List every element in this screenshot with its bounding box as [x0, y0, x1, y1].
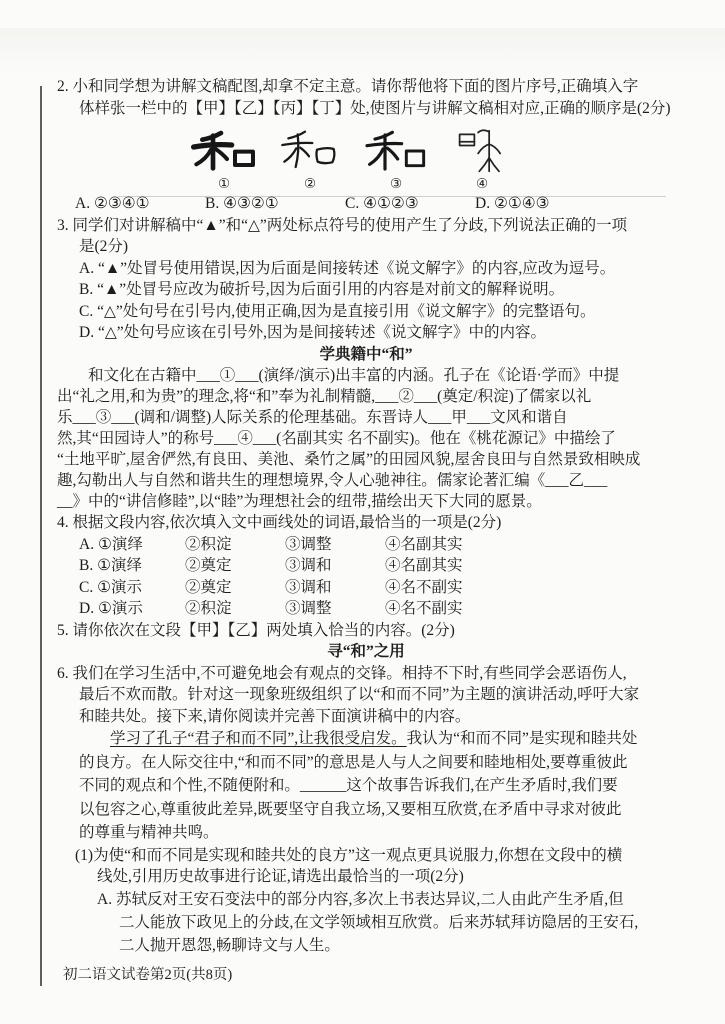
- calligraphy-regular-he: [357, 127, 435, 193]
- question-4: [57, 512, 675, 620]
- draft-line-2: 的良方。在人际交往中,“和而不同”的意思是人与人之间要和睦地相处,要尊重彼此: [79, 753, 628, 771]
- draft-line-3: 不同的观点和个性,不随便附和。______这个故事告诉我们,在产生矛盾时,我们要: [79, 777, 618, 794]
- q6-1-option-a-line-1: A. 苏轼反对王安石变法中的部分内容,多次上书表达异议,二人由此产生矛盾,但: [97, 890, 624, 908]
- question-6-line-1: 6. 我们在学习生活中,不可避免地会有观点的交锋。相持不下时,有些同学会恶语伤人,: [57, 664, 627, 682]
- page-content: [57, 76, 675, 985]
- seal-script-he-icon: [451, 127, 513, 175]
- question-6-line-3: 和睦共处。接下来,请你阅读并完善下面演讲稿中的内容。: [79, 707, 471, 725]
- q2-option-b: B. ④③②①: [205, 195, 279, 212]
- clerical-script-he-icon: [191, 127, 258, 175]
- question-6: [57, 663, 675, 957]
- q4-option-c: C. ①演示 ②奠定 ③调和 ④名不副实: [79, 578, 463, 596]
- draft-line-5: 的尊重与精神共鸣。: [79, 824, 219, 841]
- q6-1-option-a: [57, 888, 675, 957]
- q6-1-line-2: 线处,引用历史故事进行论证,请选出最恰当的一项(2分): [97, 868, 464, 885]
- question-3-line-1: 3. 同学们对讲解稿中“▲”和“△”两处标点符号的使用产生了分歧,下列说法正确的一项: [57, 216, 628, 234]
- calligraphy-clerical-he: [185, 127, 263, 193]
- draft-line-1-rest: 我认为“和而不同”是实现和睦共处: [406, 730, 638, 747]
- glyph-number-2: ②: [303, 176, 317, 192]
- running-script-he-icon: [277, 127, 344, 175]
- q2-option-c: C. ④①②③: [345, 195, 419, 212]
- scan-shading: [0, 28, 725, 76]
- calligraphy-samples: [185, 127, 675, 193]
- question-3: [57, 215, 675, 344]
- q2-option-a: A. ②③④①: [75, 195, 150, 212]
- q3-option-c: C. “△”处句号在引号内,使用正确,因为是直接引用《说文解字》的完整语句。: [79, 302, 596, 320]
- q3-option-a: A. “▲”处冒号使用错误,因为后面是间接转述《说文解字》的内容,应改为逗号。: [79, 259, 616, 277]
- passage-line-5: “土地平旷,屋舍俨然,有良田、美池、桑竹之属”的田园风貌,屋舍良田与自然景致相映成: [57, 451, 641, 468]
- glyph-number-4: ④: [475, 176, 489, 192]
- question-2-options: [75, 193, 675, 215]
- draft-line-4: 以包容之心,尊重彼此差异,既要坚守自我立场,又要相互欣赏,在矛盾中寻求对彼此: [79, 800, 622, 818]
- q6-1-line-1: (1)为使“和而不同是实现和睦共处的良方”这一观点更具说服力,你想在文段中的横: [75, 846, 623, 864]
- question-5: 5. 请你依次在文段【甲】【乙】两处填入恰当的内容。(2分): [57, 621, 455, 639]
- calligraphy-running-he: [271, 127, 349, 193]
- passage-line-3: 乐___③___(调和/调整)人际关系的伦理基础。东晋诗人___甲___文风和谐自: [57, 409, 568, 426]
- regular-script-he-icon: [363, 127, 430, 175]
- glyph-number-1: ①: [217, 176, 231, 192]
- q2-option-d: D. ②①④③: [475, 195, 550, 212]
- section-title-xunheyong: 寻“和”之用: [327, 643, 405, 660]
- speech-draft: [79, 727, 675, 845]
- q4-option-a: A. ①演绎 ②积淀 ③调整 ④名副其实: [79, 535, 463, 553]
- passage-line-2: 出“礼之用,和为贵”的理念,将“和”奉为礼制精髓,___②___(奠定/积淀)了儒家以礼: [57, 388, 592, 405]
- q4-option-d: D. ①演示 ②积淀 ③调整 ④名不副实: [79, 600, 463, 617]
- passage-dianji: [57, 365, 675, 512]
- q6-1-option-a-line-2: 二人能放下政见上的分歧,在文学领域相互欣赏。后来苏轼拜访隐居的王安石,: [119, 913, 639, 931]
- glyph-number-3: ③: [389, 176, 403, 192]
- passage-line-7: __》中的“讲信修睦”,以“睦”为理想社会的纽带,描绘出天下大同的愿景。: [57, 493, 542, 510]
- passage-line-4: 然,其“田园诗人”的称号___④___(名副其实 名不副实)。他在《桃花源记》中描绘了: [57, 430, 616, 447]
- question-4-stem: 4. 根据文段内容,依次填入文中画线处的词语,最恰当的一项是(2分): [57, 514, 502, 531]
- passage-line-1: 和文化在古籍中___①___(演绎/演示)出丰富的内涵。孔子在《论语·学而》中提: [88, 367, 620, 384]
- q3-option-d: D. “△”处句号应该在引号外,因为是间接转述《说文解字》中的内容。: [79, 324, 547, 341]
- question-2-line-2: 体样张一栏中的【甲】【乙】【丙】【丁】处,使图片与讲解文稿相对应,正确的顺序是(2分): [79, 99, 671, 117]
- question-2: [57, 76, 675, 215]
- section-title-dianji: 学典籍中“和”: [319, 345, 413, 363]
- scan-fold-line-vertical: [40, 86, 42, 986]
- question-6-sub-1: [57, 845, 675, 957]
- q3-option-b: B. “▲”处冒号应改为破折号,因为后面引用的内容是对前文的解释说明。: [79, 281, 565, 298]
- page-footer: 初二语文试卷第2页(共8页): [63, 966, 233, 983]
- calligraphy-seal-he: [443, 127, 521, 193]
- passage-line-6: 趣,勾勒出人与自然和谐共生的理想境界,令人心驰神往。儒家论著汇编《___乙___: [57, 472, 608, 489]
- q6-1-option-a-line-3: 二人抛开恩怨,畅聊诗文与人生。: [119, 936, 340, 954]
- draft-line-1: [79, 727, 675, 751]
- draft-underlined-sentence: 学习了孔子“君子和而不同”,让我很受启发。: [110, 730, 407, 747]
- question-6-line-2: 最后不欢而散。针对这一现象班级组织了以“和而不同”为主题的演讲活动,呼吁大家: [79, 686, 640, 703]
- question-3-line-2: 是(2分): [79, 238, 129, 255]
- question-2-line-1: 2. 小和同学想为讲解文稿配图,却拿不定主意。请你帮他将下面的图片序号,正确填入字: [57, 78, 639, 95]
- q4-option-b: B. ①演绎 ②奠定 ③调和 ④名副其实: [79, 557, 463, 574]
